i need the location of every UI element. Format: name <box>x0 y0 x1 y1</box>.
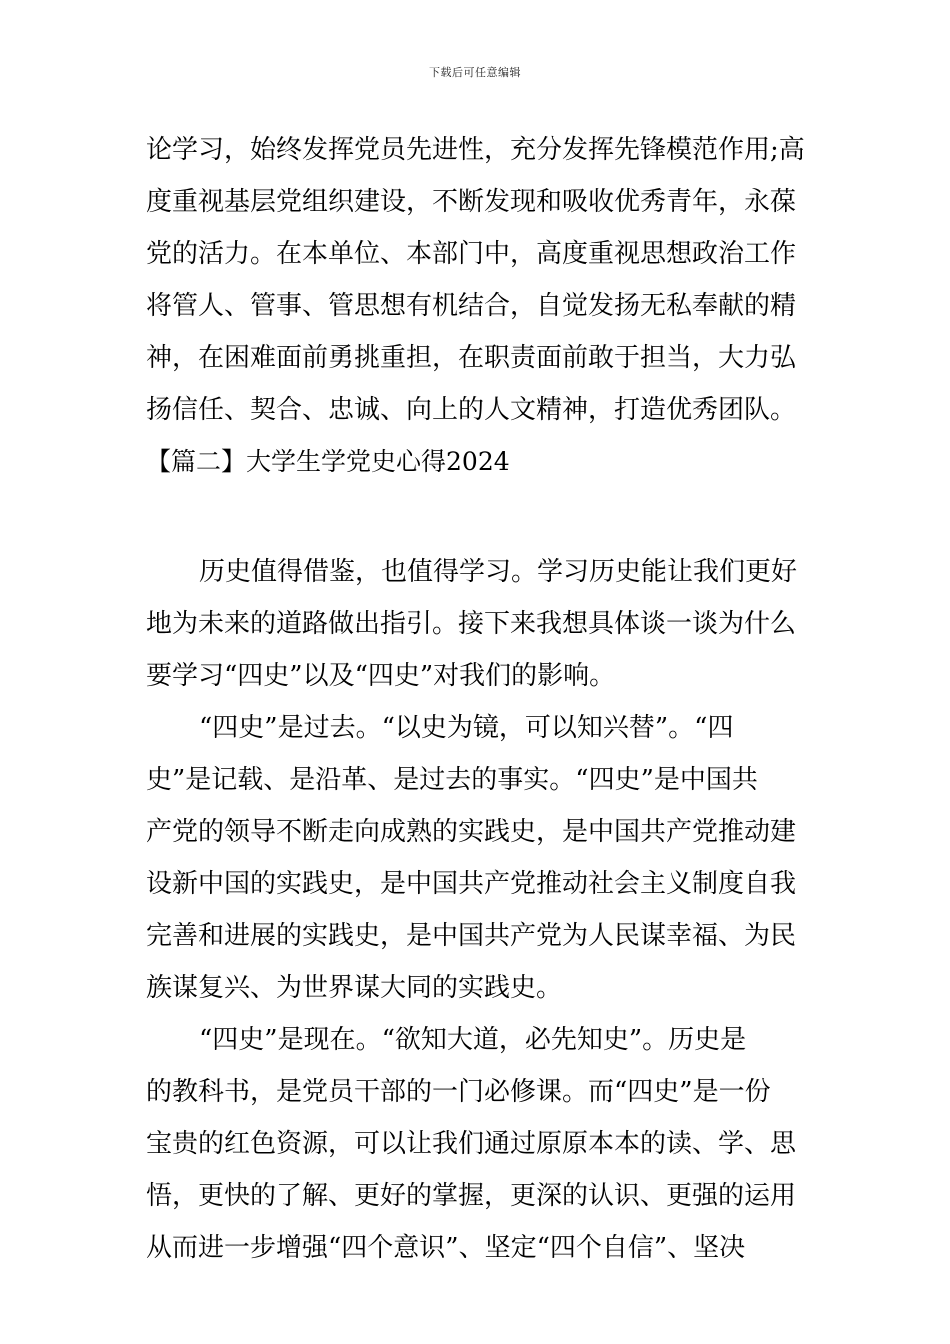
paragraph-intro <box>146 550 810 706</box>
document-body <box>146 128 810 1278</box>
text-line: 悟，更快的了解、更好的掌握，更深的认识、更强的运用 <box>146 1181 797 1211</box>
text-line: 度重视基层党组织建设，不断发现和吸收优秀青年，永葆 <box>146 187 797 217</box>
text-line: 要学习“四史”以及“四史”对我们的影响。 <box>146 661 616 691</box>
text-line: 的教科书，是党员干部的一门必修课。而“四史”是一份 <box>146 1077 771 1107</box>
text-line: 宝贵的红色资源，可以让我们通过原原本本的读、学、思 <box>146 1129 797 1159</box>
section-gap <box>146 492 810 550</box>
text-line: 从而进一步增强“四个意识”、坚定“四个自信”、坚决 <box>146 1233 746 1263</box>
section-heading: 【篇二】大学生学党史心得2024 <box>146 447 510 476</box>
text-line: 神，在困难面前勇挑重担，在职责面前敢于担当，大力弘 <box>146 343 797 373</box>
text-line: 产党的领导不断走向成熟的实践史，是中国共产党推动建 <box>146 817 797 847</box>
section1-paragraph <box>146 128 810 440</box>
text-line: “四史”是现在。“欲知大道，必先知史”。历史是 <box>199 1025 747 1055</box>
text-line: “四史”是过去。“以史为镜，可以知兴替”。“四 <box>199 713 734 743</box>
paragraph-past <box>146 706 810 1018</box>
text-line: 地为未来的道路做出指引。接下来我想具体谈一谈为什么 <box>146 609 797 639</box>
text-line: 完善和进展的实践史，是中国共产党为人民谋幸福、为民 <box>146 921 797 951</box>
text-line: 族谋复兴、为世界谋大同的实践史。 <box>146 973 563 1003</box>
paragraph-present <box>146 1018 810 1278</box>
text-line: 将管人、管事、管思想有机结合，自觉发扬无私奉献的精 <box>146 291 797 321</box>
page-header-note: 下载后可任意编辑 <box>429 66 521 79</box>
text-line: 扬信任、契合、忠诚、向上的人文精神，打造优秀团队。 <box>146 395 797 425</box>
text-line: 设新中国的实践史，是中国共产党推动社会主义制度自我 <box>146 869 797 899</box>
text-line: 党的活力。在本单位、本部门中，高度重视思想政治工作 <box>146 239 797 269</box>
text-line: 论学习，始终发挥党员先进性，充分发挥先锋模范作用;高 <box>146 135 805 165</box>
text-line: 历史值得借鉴，也值得学习。学习历史能让我们更好 <box>199 557 798 587</box>
text-line: 史”是记载、是沿革、是过去的事实。“四史”是中国共 <box>146 765 758 795</box>
